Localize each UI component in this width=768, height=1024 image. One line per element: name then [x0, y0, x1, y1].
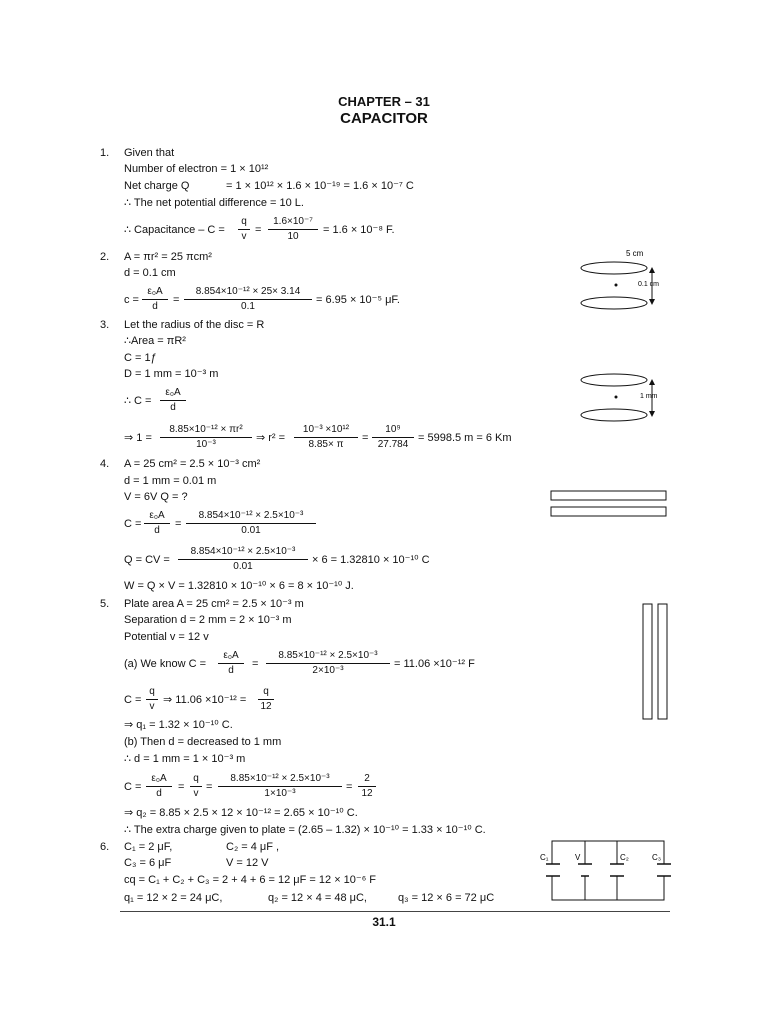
footer-rule [120, 911, 670, 912]
fraction-numerator: 2 [364, 773, 370, 784]
figure-label: 5 cm [626, 249, 644, 258]
text-line: D = 1 mm = 10⁻³ m [124, 368, 219, 380]
fraction-numerator: ε₀A [147, 286, 163, 297]
text-line: ∴Area = πR² [124, 335, 186, 347]
fraction-numerator: q [149, 686, 155, 697]
text-line: V = 6V Q = ? [124, 491, 188, 503]
question-number: 5. [100, 598, 110, 610]
fraction-denominator: d [228, 665, 234, 676]
text-line: Separation d = 2 mm = 2 × 10⁻³ m [124, 614, 292, 626]
text-line: ⇒ q₂ = 8.85 × 2.5 × 12 × 10⁻¹² = 2.65 × 10⁻¹⁰ C. [124, 807, 358, 819]
parallel-capacitor-circuit [538, 838, 672, 906]
fraction-numerator: 8.854×10⁻¹² × 2.5×10⁻³ [198, 510, 304, 521]
fraction-denominator: 8.85× π [308, 439, 344, 450]
chapter-label: CHAPTER – 31 [338, 94, 430, 109]
vertical-plates-figure [640, 603, 672, 721]
text-line: Potential v = 12 v [124, 631, 209, 643]
fraction-bar [160, 400, 186, 401]
figure-label: 0.1 cm [638, 281, 660, 288]
fraction-denominator: d [156, 788, 162, 799]
text-line: cq = C₁ + C₂ + C₃ = 2 + 4 + 6 = 12 μF = 12 × 10⁻⁶ F [124, 874, 377, 886]
fraction-denominator: v [241, 231, 247, 242]
text-line: c = [124, 294, 139, 306]
fraction-bar [238, 229, 250, 230]
text-line: ∴ The extra charge given to plate = (2.65 – 1.32) × 10⁻¹⁰ = 1.33 × 10⁻¹⁰ C. [124, 824, 486, 836]
fraction-denominator: 10⁻³ [196, 439, 216, 450]
question-number: 4. [100, 458, 110, 470]
fraction-numerator: 10⁹ [385, 424, 401, 435]
question-number: 1. [100, 147, 110, 159]
text-line: = [362, 432, 369, 444]
text-line: V = 12 V [226, 857, 269, 869]
text-line: ∴ The net potential difference = 10 L. [124, 197, 304, 209]
text-line: Let the radius of the disc = R [124, 319, 265, 331]
figure-label: C₂ [620, 853, 629, 862]
fraction-bar [258, 699, 274, 700]
fraction-bar [184, 299, 312, 300]
fraction-bar [142, 299, 168, 300]
fraction-bar [178, 559, 308, 560]
fraction-bar [358, 786, 376, 787]
text-line: C = [124, 694, 142, 706]
page-number: 31.1 [372, 915, 396, 929]
fraction-bar [146, 786, 172, 787]
fraction-bar [190, 786, 202, 787]
text-line: d = 0.1 cm [124, 267, 176, 279]
fraction-bar [294, 437, 358, 438]
text-line: = [252, 658, 259, 670]
text-line: Net charge Q [124, 180, 190, 192]
fraction-bar [218, 786, 342, 787]
fraction-numerator: ε₀A [151, 773, 167, 784]
text-line: Plate area A = 25 cm² = 2.5 × 10⁻³ m [124, 598, 304, 610]
fraction-denominator: 0.1 [241, 301, 255, 312]
text-line: = [346, 781, 353, 793]
fraction-bar [218, 663, 244, 664]
fraction-bar [268, 229, 318, 230]
text-line: ⇒ q₁ = 1.32 × 10⁻¹⁰ C. [124, 719, 233, 731]
fraction-denominator: 0.01 [241, 525, 261, 536]
fraction-denominator: d [154, 525, 160, 536]
text-line: C₃ = 6 μF [124, 857, 172, 869]
text-line: Q = CV = [124, 554, 170, 566]
fraction-numerator: 1.6×10⁻⁷ [273, 216, 313, 227]
parallel-plate-disc-figure [578, 370, 670, 422]
fraction-bar [146, 699, 158, 700]
text-line: = [178, 781, 185, 793]
fraction-denominator: 12 [361, 788, 373, 799]
fraction-bar [186, 523, 316, 524]
fraction-bar [144, 523, 170, 524]
text-line: ∴ C = [124, 395, 152, 407]
fraction-denominator: d [152, 301, 158, 312]
question-number: 3. [100, 319, 110, 331]
text-line: ∴ Capacitance – C = [124, 224, 225, 236]
text-line: = 1 × 10¹² × 1.6 × 10⁻¹⁹ = 1.6 × 10⁻⁷ C [226, 180, 414, 192]
fraction-bar [372, 437, 414, 438]
fraction-denominator: 12 [260, 701, 272, 712]
fraction-denominator: d [170, 402, 176, 413]
text-line: A = 25 cm² = 2.5 × 10⁻³ cm² [124, 458, 261, 470]
text-line: C₂ = 4 μF , [226, 841, 280, 853]
text-line: ⇒ 11.06 ×10⁻¹² = [163, 694, 247, 706]
fraction-numerator: q [241, 216, 247, 227]
text-line: = 6.95 × 10⁻⁵ μF. [316, 294, 400, 306]
fraction-numerator: ε₀A [223, 650, 239, 661]
fraction-numerator: q [193, 773, 199, 784]
question-number: 6. [100, 841, 110, 853]
text-line: = [206, 781, 213, 793]
text-line: = 5998.5 m = 6 Km [418, 432, 512, 444]
text-line: = [255, 224, 262, 236]
text-line: C = [124, 781, 142, 793]
fraction-denominator: 2×10⁻³ [312, 665, 344, 676]
text-line: C = 1ƒ [124, 352, 157, 364]
text-line: ∴ d = 1 mm = 1 × 10⁻³ m [124, 753, 246, 765]
question-number: 2. [100, 251, 110, 263]
text-line: ⇒ r² = [256, 432, 286, 444]
text-line: d = 1 mm = 0.01 m [124, 475, 217, 487]
figure-label: C₁ [540, 853, 549, 862]
fraction-numerator: 8.854×10⁻¹² × 25× 3.14 [195, 286, 301, 297]
fraction-numerator: ε₀A [149, 510, 165, 521]
fraction-bar [160, 437, 252, 438]
fraction-numerator: ε₀A [165, 387, 181, 398]
fraction-denominator: 10 [287, 231, 299, 242]
fraction-numerator: 10⁻³ ×10¹² [302, 424, 350, 435]
fraction-numerator: 8.85×10⁻¹² × 2.5×10⁻³ [278, 650, 378, 661]
fraction-denominator: 27.784 [377, 439, 409, 450]
text-line: C₁ = 2 μF, [124, 841, 173, 853]
text-line: Number of electron = 1 × 10¹² [124, 163, 269, 175]
fraction-denominator: v [149, 701, 155, 712]
fraction-bar [266, 663, 390, 664]
fraction-numerator: 8.854×10⁻¹² × 2.5×10⁻³ [190, 546, 296, 557]
fraction-denominator: v [193, 788, 199, 799]
parallel-plates-figure [550, 490, 668, 518]
fraction-numerator: 8.85×10⁻¹² × πr² [169, 424, 243, 435]
text-line: = 1.6 × 10⁻⁸ F. [323, 224, 395, 236]
text-line: A = πr² = 25 πcm² [124, 251, 212, 263]
text-line: = [173, 294, 180, 306]
text-line: W = Q × V = 1.32810 × 10⁻¹⁰ × 6 = 8 × 10⁻¹⁰ J. [124, 580, 354, 592]
fraction-numerator: 8.85×10⁻¹² × 2.5×10⁻³ [230, 773, 330, 784]
text-line: = 11.06 ×10⁻¹² F [394, 658, 475, 670]
text-line: q₂ = 12 × 4 = 48 μC, [268, 892, 367, 904]
text-line: q₁ = 12 × 2 = 24 μC, [124, 892, 223, 904]
fraction-denominator: 0.01 [233, 561, 253, 572]
chapter-title: CAPACITOR [340, 110, 428, 127]
text-line: C = [124, 518, 142, 530]
parallel-plate-disc-figure [578, 244, 670, 310]
text-line: (b) Then d = decreased to 1 mm [124, 736, 282, 748]
text-line: × 6 = 1.32810 × 10⁻¹⁰ C [312, 554, 430, 566]
figure-label: 1 mm [640, 393, 658, 400]
fraction-numerator: q [263, 686, 269, 697]
text-line: ⇒ 1 = [124, 432, 152, 444]
text-line: Given that [124, 147, 175, 159]
figure-label: C₃ [652, 853, 662, 862]
figure-label: V [575, 853, 581, 862]
fraction-denominator: 1×10⁻³ [264, 788, 296, 799]
text-line: = [175, 518, 182, 530]
text-line: (a) We know C = [124, 658, 207, 670]
text-line: q₃ = 12 × 6 = 72 μC [398, 892, 495, 904]
